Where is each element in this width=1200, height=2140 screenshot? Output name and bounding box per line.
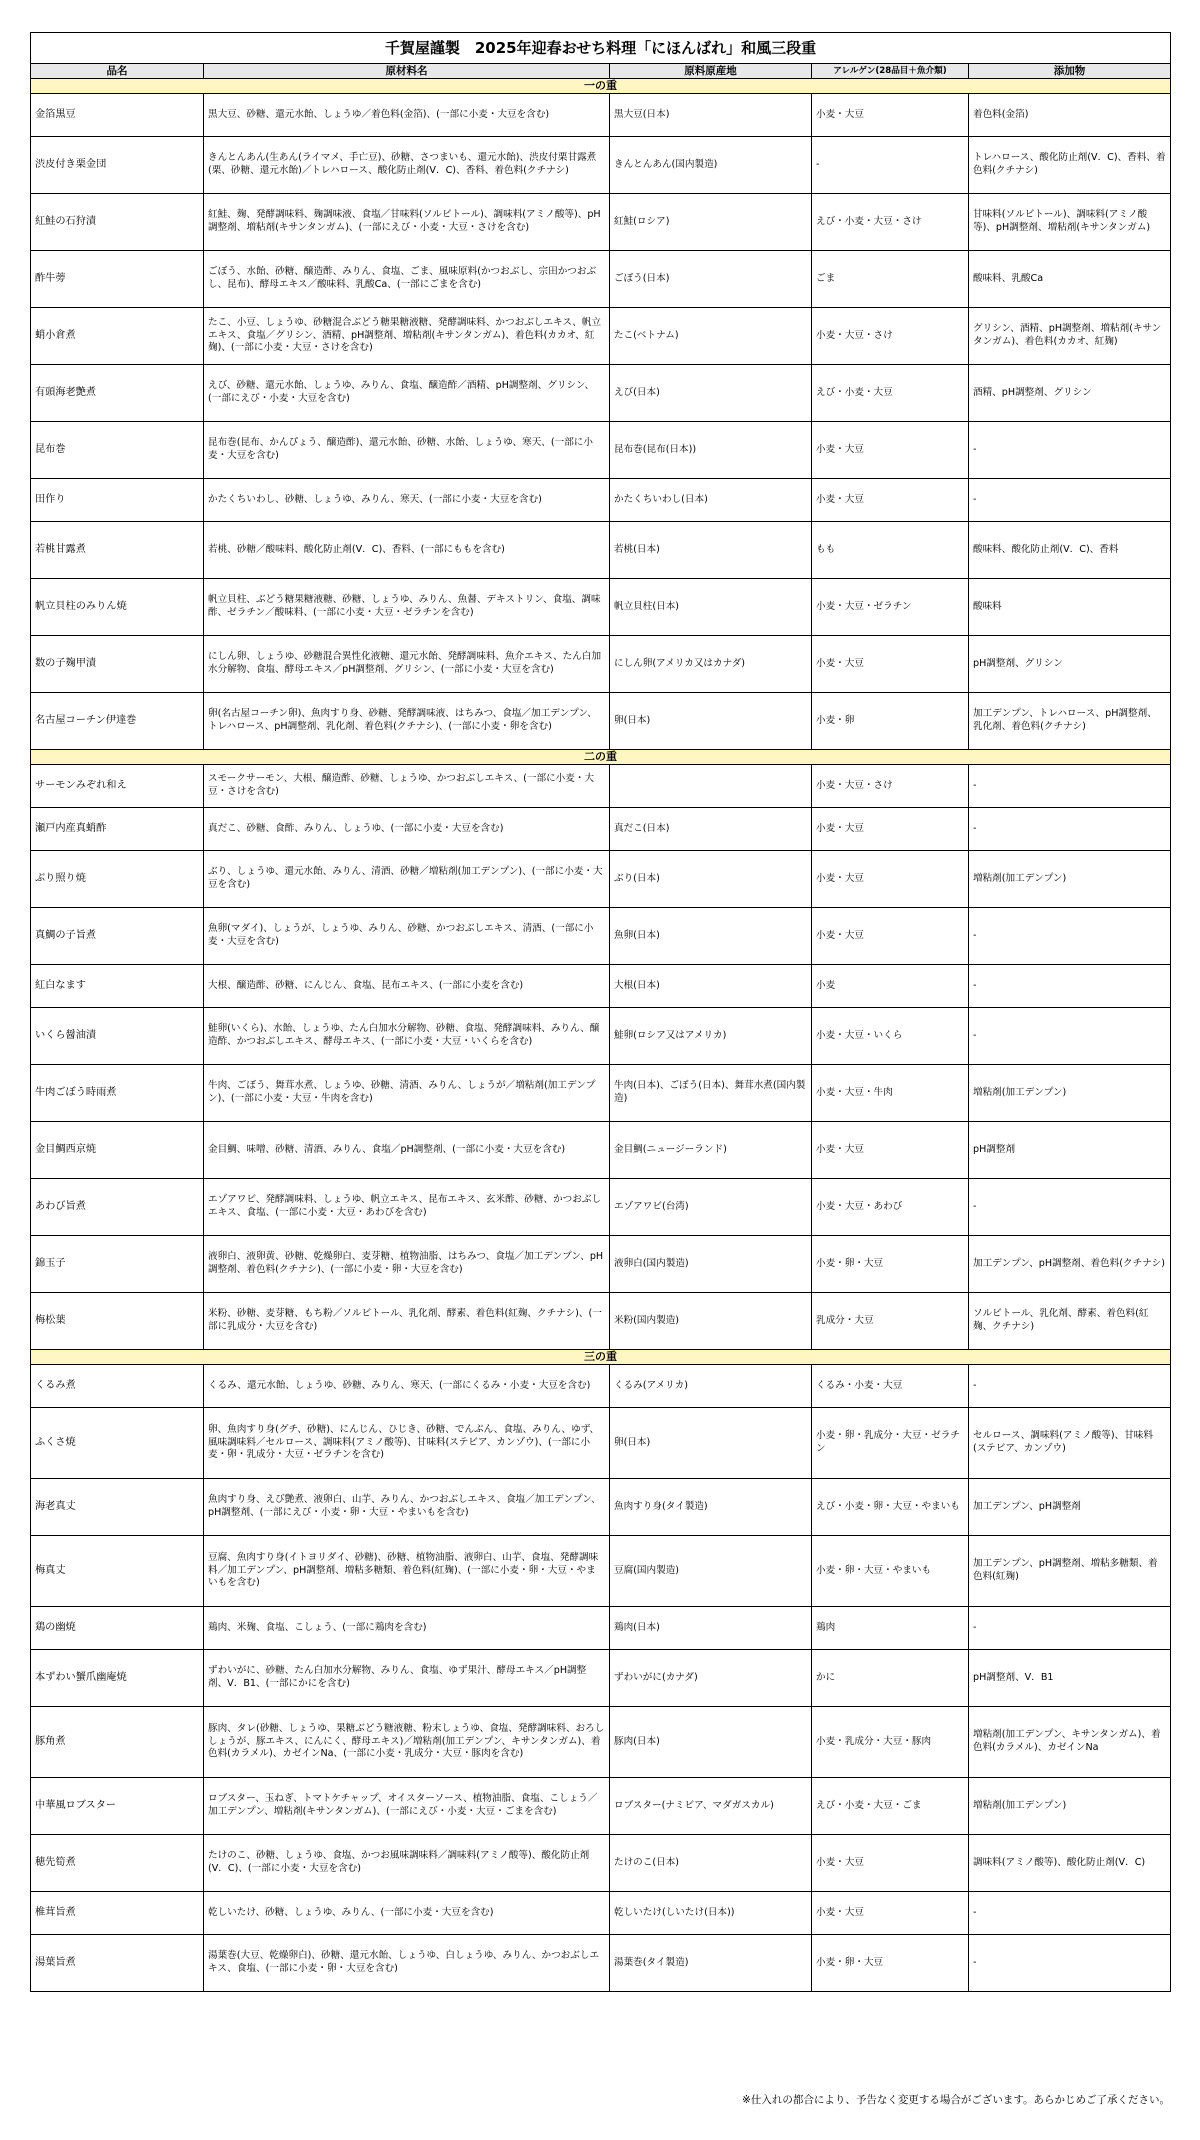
cell-name: いくら醤油漬 [31, 1008, 204, 1065]
cell-allergens: 小麦・大豆 [812, 1892, 969, 1935]
cell-allergens: - [812, 137, 969, 194]
cell-additives: 酸味料 [969, 579, 1171, 636]
cell-name: 酢牛蒡 [31, 251, 204, 308]
cell-origin: エゾアワビ(台湾) [610, 1179, 812, 1236]
cell-allergens: くるみ・小麦・大豆 [812, 1365, 969, 1408]
cell-name: 有頭海老艶煮 [31, 365, 204, 422]
cell-ingredients: 昆布巻(昆布、かんぴょう、醸造酢)、還元水飴、砂糖、水飴、しょうゆ、寒天、(一部に小麦・大豆を含む) [204, 422, 610, 479]
table-row [31, 422, 1171, 479]
cell-name: 若桃甘露煮 [31, 522, 204, 579]
cell-origin: 帆立貝柱(日本) [610, 579, 812, 636]
cell-origin: 紅鮭(ロシア) [610, 194, 812, 251]
cell-origin: 液卵白(国内製造) [610, 1236, 812, 1293]
table-row [31, 693, 1171, 750]
cell-origin: 豚肉(日本) [610, 1707, 812, 1778]
cell-ingredients: 豚肉、タレ(砂糖、しょうゆ、果糖ぶどう糖液糖、粉末しょうゆ、食塩、発酵調味料、おろししょうが、豚エキス、にんにく、酵母エキス)／増粘剤(加工デンプン、キサンタンガム)、着色料(カラメル)、カゼインNa、(一部に小麦・乳成分・大豆・豚肉を含む) [204, 1707, 610, 1778]
cell-name: 湯葉旨煮 [31, 1935, 204, 1992]
cell-name: 紅白なます [31, 965, 204, 1008]
cell-ingredients: スモークサーモン、大根、醸造酢、砂糖、しょうゆ、かつおぶしエキス、(一部に小麦・大豆・さけを含む) [204, 765, 610, 808]
cell-allergens: えび・小麦・卵・大豆・やまいも [812, 1479, 969, 1536]
cell-additives: 加工デンプン、pH調整剤 [969, 1479, 1171, 1536]
cell-name: 金箔黒豆 [31, 94, 204, 137]
cell-additives: - [969, 1607, 1171, 1650]
cell-origin: 牛肉(日本)、ごぼう(日本)、舞茸水煮(国内製造) [610, 1065, 812, 1122]
cell-additives: - [969, 965, 1171, 1008]
cell-name: 豚角煮 [31, 1707, 204, 1778]
cell-additives: - [969, 1365, 1171, 1408]
cell-allergens: 小麦・大豆・あわび [812, 1179, 969, 1236]
section-header-row [31, 79, 1171, 94]
column-header-row [31, 64, 1171, 79]
cell-origin: 昆布巻(昆布(日本)) [610, 422, 812, 479]
cell-origin: 乾しいたけ(しいたけ(日本)) [610, 1892, 812, 1935]
cell-additives: トレハロース、酸化防止剤(V．C)、香料、着色料(クチナシ) [969, 137, 1171, 194]
table-row [31, 1935, 1171, 1992]
section-header-row [31, 1350, 1171, 1365]
cell-additives: - [969, 808, 1171, 851]
table-row [31, 851, 1171, 908]
cell-origin: 魚肉すり身(タイ製造) [610, 1479, 812, 1536]
cell-ingredients: エゾアワビ、発酵調味料、しょうゆ、帆立エキス、昆布エキス、玄米酢、砂糖、かつおぶしエキス、食塩、(一部に小麦・大豆・あわびを含む) [204, 1179, 610, 1236]
cell-allergens: 鶏肉 [812, 1607, 969, 1650]
cell-ingredients: 米粉、砂糖、麦芽糖、もち粉／ソルビトール、乳化剤、酵素、着色料(紅麹、クチナシ)、(一部に乳成分・大豆を含む) [204, 1293, 610, 1350]
cell-allergens: 小麦・卵・大豆・やまいも [812, 1536, 969, 1607]
column-header-allergens: アレルゲン(28品目＋魚介類) [812, 64, 969, 79]
cell-name: 牛肉ごぼう時雨煮 [31, 1065, 204, 1122]
cell-name: 蛸小倉煮 [31, 308, 204, 365]
cell-origin: たけのこ(日本) [610, 1835, 812, 1892]
cell-ingredients: 乾しいたけ、砂糖、しょうゆ、みりん、(一部に小麦・大豆を含む) [204, 1892, 610, 1935]
cell-ingredients: 金目鯛、味噌、砂糖、清酒、みりん、食塩／pH調整剤、(一部に小麦・大豆を含む) [204, 1122, 610, 1179]
cell-origin: 鶏肉(日本) [610, 1607, 812, 1650]
cell-ingredients: ごぼう、水飴、砂糖、醸造酢、みりん、食塩、ごま、風味原料(かつおぶし、宗田かつおぶし、昆布)、酵母エキス／酸味料、乳酸Ca、(一部にごまを含む) [204, 251, 610, 308]
page-title: 千賀屋謹製 2025年迎春おせち料理「にほんばれ」和風三段重 [31, 33, 1171, 64]
table-row [31, 1293, 1171, 1350]
cell-ingredients: えび、砂糖、還元水飴、しょうゆ、みりん、食塩、醸造酢／酒精、pH調整剤、グリシン、(一部にえび・小麦・大豆を含む) [204, 365, 610, 422]
cell-ingredients: くるみ、還元水飴、しょうゆ、砂糖、みりん、寒天、(一部にくるみ・小麦・大豆を含む) [204, 1365, 610, 1408]
cell-origin: 金目鯛(ニュージーランド) [610, 1122, 812, 1179]
cell-allergens: 小麦・乳成分・大豆・豚肉 [812, 1707, 969, 1778]
cell-allergens: 小麦・大豆 [812, 1835, 969, 1892]
cell-name: 数の子麹甲漬 [31, 636, 204, 693]
cell-additives: 調味料(アミノ酸等)、酸化防止剤(V．C) [969, 1835, 1171, 1892]
table-row [31, 522, 1171, 579]
cell-name: ふくさ焼 [31, 1408, 204, 1479]
cell-allergens: ごま [812, 251, 969, 308]
cell-origin: 若桃(日本) [610, 522, 812, 579]
cell-additives: グリシン、酒精、pH調整剤、増粘剤(キサンタンガム)、着色料(カカオ、紅麹) [969, 308, 1171, 365]
cell-additives: - [969, 422, 1171, 479]
table-row [31, 908, 1171, 965]
table-row [31, 1607, 1171, 1650]
table-row [31, 365, 1171, 422]
table-row [31, 1008, 1171, 1065]
table-row [31, 1778, 1171, 1835]
cell-origin: 大根(日本) [610, 965, 812, 1008]
cell-ingredients: 牛肉、ごぼう、舞茸水煮、しょうゆ、砂糖、清酒、みりん、しょうが／増粘剤(加工デンプン)、(一部に小麦・大豆・牛肉を含む) [204, 1065, 610, 1122]
cell-name: 田作り [31, 479, 204, 522]
cell-ingredients: にしん卵、しょうゆ、砂糖混合異性化液糖、還元水飴、発酵調味料、魚介エキス、たん白加水分解物、食塩、酵母エキス／pH調整剤、グリシン、(一部に小麦・大豆を含む) [204, 636, 610, 693]
cell-additives: - [969, 1008, 1171, 1065]
cell-additives: pH調整剤、グリシン [969, 636, 1171, 693]
cell-origin: 卵(日本) [610, 1408, 812, 1479]
cell-name: 鶏の幽焼 [31, 1607, 204, 1650]
cell-origin: 湯葉巻(タイ製造) [610, 1935, 812, 1992]
cell-additives: pH調整剤、V．B1 [969, 1650, 1171, 1707]
cell-origin: きんとんあん(国内製造) [610, 137, 812, 194]
cell-ingredients: 大根、醸造酢、砂糖、にんじん、食塩、昆布エキス、(一部に小麦を含む) [204, 965, 610, 1008]
table-row [31, 194, 1171, 251]
cell-ingredients: 卵、魚肉すり身(グチ、砂糖)、にんじん、ひじき、砂糖、でんぷん、食塩、みりん、ゆず、風味調味料／セルロース、調味料(アミノ酸等)、甘味料(ステビア、カンゾウ)、(一部に小麦・卵・乳成分・大豆・ゼラチンを含む) [204, 1408, 610, 1479]
cell-allergens: 小麦・大豆 [812, 636, 969, 693]
cell-allergens: かに [812, 1650, 969, 1707]
table-row [31, 765, 1171, 808]
cell-name: 梅真丈 [31, 1536, 204, 1607]
cell-additives: セルロース、調味料(アミノ酸等)、甘味料(ステビア、カンゾウ) [969, 1408, 1171, 1479]
cell-ingredients: ぶり、しょうゆ、還元水飴、みりん、清酒、砂糖／増粘剤(加工デンプン)、(一部に小麦・大豆を含む) [204, 851, 610, 908]
cell-origin: 米粉(国内製造) [610, 1293, 812, 1350]
cell-additives: - [969, 1179, 1171, 1236]
cell-name: サーモンみぞれ和え [31, 765, 204, 808]
cell-additives: 加工デンプン、pH調整剤、増粘多糖類、着色料(紅麹) [969, 1536, 1171, 1607]
table-row [31, 1122, 1171, 1179]
cell-additives: pH調整剤 [969, 1122, 1171, 1179]
cell-name: 帆立貝柱のみりん焼 [31, 579, 204, 636]
table-row [31, 1065, 1171, 1122]
table-row [31, 965, 1171, 1008]
ingredient-sheet [30, 32, 1170, 1992]
cell-allergens: 小麦 [812, 965, 969, 1008]
cell-origin: くるみ(アメリカ) [610, 1365, 812, 1408]
table-row [31, 579, 1171, 636]
cell-additives: - [969, 479, 1171, 522]
cell-allergens: 乳成分・大豆 [812, 1293, 969, 1350]
cell-allergens: 小麦・大豆・いくら [812, 1008, 969, 1065]
cell-ingredients: 帆立貝柱、ぶどう糖果糖液糖、砂糖、しょうゆ、みりん、魚醤、デキストリン、食塩、調味酢、ゼラチン／酸味料、(一部に小麦・大豆・ゼラチンを含む) [204, 579, 610, 636]
cell-origin: ぶり(日本) [610, 851, 812, 908]
cell-additives: 酒精、pH調整剤、グリシン [969, 365, 1171, 422]
cell-name: くるみ煮 [31, 1365, 204, 1408]
cell-allergens: えび・小麦・大豆・ごま [812, 1778, 969, 1835]
cell-allergens: 小麦・大豆 [812, 851, 969, 908]
table-row [31, 1179, 1171, 1236]
cell-allergens: 小麦・大豆 [812, 422, 969, 479]
cell-additives: 増粘剤(加工デンプン) [969, 1778, 1171, 1835]
cell-ingredients: たこ、小豆、しょうゆ、砂糖混合ぶどう糖果糖液糖、発酵調味料、かつおぶしエキス、帆立エキス、食塩／グリシン、酒精、pH調整剤、増粘剤(キサンタンガム)、着色料(カカオ、紅麹)、(一部に小麦・大豆・さけを含む) [204, 308, 610, 365]
cell-ingredients: 紅鮭、麹、発酵調味料、麹調味液、食塩／甘味料(ソルビトール)、調味料(アミノ酸等)、pH調整剤、増粘剤(キサンタンガム)、(一部にえび・小麦・大豆・さけを含む) [204, 194, 610, 251]
cell-allergens: 小麦・卵・大豆 [812, 1236, 969, 1293]
column-header-additives: 添加物 [969, 64, 1171, 79]
cell-name: 穂先筍煮 [31, 1835, 204, 1892]
cell-name: 昆布巻 [31, 422, 204, 479]
cell-ingredients: 魚卵(マダイ)、しょうが、しょうゆ、みりん、砂糖、かつおぶしエキス、清酒、(一部に小麦・大豆を含む) [204, 908, 610, 965]
cell-origin: にしん卵(アメリカ又はカナダ) [610, 636, 812, 693]
cell-allergens: 小麦・大豆 [812, 908, 969, 965]
cell-ingredients: 若桃、砂糖／酸味料、酸化防止剤(V．C)、香料、(一部にももを含む) [204, 522, 610, 579]
cell-name: 渋皮付き栗金団 [31, 137, 204, 194]
table-row [31, 251, 1171, 308]
table-row [31, 94, 1171, 137]
table-row [31, 479, 1171, 522]
cell-name: あわび旨煮 [31, 1179, 204, 1236]
cell-additives: 甘味料(ソルビトール)、調味料(アミノ酸等)、pH調整剤、増粘剤(キサンタンガム) [969, 194, 1171, 251]
cell-ingredients: 鶏肉、米麹、食塩、こしょう、(一部に鶏肉を含む) [204, 1607, 610, 1650]
cell-name: 錦玉子 [31, 1236, 204, 1293]
footnote: ※仕入れの都合により、予告なく変更する場合がございます。あらかじめご了承ください。 [742, 2094, 1170, 2106]
table-row [31, 636, 1171, 693]
cell-origin [610, 765, 812, 808]
cell-allergens: 小麦・大豆 [812, 1122, 969, 1179]
cell-ingredients: 鮭卵(いくら)、水飴、しょうゆ、たん白加水分解物、砂糖、食塩、発酵調味料、みりん、醸造酢、かつおぶしエキス、酵母エキス、(一部に小麦・大豆・いくらを含む) [204, 1008, 610, 1065]
column-header-ingredients: 原材料名 [204, 64, 610, 79]
cell-origin: 真だこ(日本) [610, 808, 812, 851]
section-header-row [31, 750, 1171, 765]
table-row [31, 1707, 1171, 1778]
cell-additives: - [969, 908, 1171, 965]
cell-ingredients: 湯葉巻(大豆、乾燥卵白)、砂糖、還元水飴、しょうゆ、白しょうゆ、みりん、かつおぶしエキス、食塩、(一部に小麦・卵・大豆を含む) [204, 1935, 610, 1992]
cell-additives: 増粘剤(加工デンプン) [969, 851, 1171, 908]
cell-origin: 黒大豆(日本) [610, 94, 812, 137]
cell-allergens: 小麦・大豆・さけ [812, 765, 969, 808]
cell-allergens: 小麦・大豆・ゼラチン [812, 579, 969, 636]
cell-origin: たこ(ベトナム) [610, 308, 812, 365]
cell-name: 名古屋コーチン伊達巻 [31, 693, 204, 750]
cell-allergens: 小麦・卵・乳成分・大豆・ゼラチン [812, 1408, 969, 1479]
table-row [31, 308, 1171, 365]
table-row [31, 1650, 1171, 1707]
cell-allergens: 小麦・大豆 [812, 808, 969, 851]
cell-ingredients: 卵(名古屋コーチン卵)、魚肉すり身、砂糖、発酵調味液、はちみつ、食塩／加工デンプン、トレハロース、pH調整剤、乳化剤、着色料(クチナシ)、(一部に小麦・卵を含む) [204, 693, 610, 750]
cell-additives: 酸味料、乳酸Ca [969, 251, 1171, 308]
cell-name: ぶり照り焼 [31, 851, 204, 908]
cell-name: 海老真丈 [31, 1479, 204, 1536]
cell-allergens: 小麦・大豆 [812, 94, 969, 137]
cell-origin: ごぼう(日本) [610, 251, 812, 308]
cell-additives: - [969, 1892, 1171, 1935]
table-row [31, 1365, 1171, 1408]
ingredient-table [30, 32, 1171, 1992]
cell-origin: ずわいがに(カナダ) [610, 1650, 812, 1707]
cell-additives: - [969, 1935, 1171, 1992]
cell-ingredients: ずわいがに、砂糖、たん白加水分解物、みりん、食塩、ゆず果汁、酵母エキス／pH調整剤、V．B1、(一部にかにを含む) [204, 1650, 610, 1707]
cell-name: 中華風ロブスター [31, 1778, 204, 1835]
table-row [31, 1536, 1171, 1607]
cell-ingredients: ロブスター、玉ねぎ、トマトケチャップ、オイスターソース、植物油脂、食塩、こしょう／加工デンプン、増粘剤(キサンタンガム)、(一部にえび・小麦・大豆・ごまを含む) [204, 1778, 610, 1835]
cell-additives: 増粘剤(加工デンプン) [969, 1065, 1171, 1122]
cell-allergens: えび・小麦・大豆・さけ [812, 194, 969, 251]
cell-origin: かたくちいわし(日本) [610, 479, 812, 522]
cell-additives: 着色料(金箔) [969, 94, 1171, 137]
table-row [31, 1835, 1171, 1892]
cell-allergens: もも [812, 522, 969, 579]
cell-additives: 加工デンプン、pH調整剤、着色料(クチナシ) [969, 1236, 1171, 1293]
cell-name: 瀬戸内産真蛸酢 [31, 808, 204, 851]
cell-allergens: 小麦・卵・大豆 [812, 1935, 969, 1992]
cell-additives: 増粘剤(加工デンプン、キサンタンガム)、着色料(カラメル)、カゼインNa [969, 1707, 1171, 1778]
cell-additives: 酸味料、酸化防止剤(V．C)、香料 [969, 522, 1171, 579]
table-body [31, 79, 1171, 1992]
column-header-origin: 原料原産地 [610, 64, 812, 79]
cell-additives: - [969, 765, 1171, 808]
cell-allergens: 小麦・大豆 [812, 479, 969, 522]
table-row [31, 808, 1171, 851]
cell-ingredients: たけのこ、砂糖、しょうゆ、食塩、かつお風味調味料／調味料(アミノ酸等)、酸化防止剤(V．C)、(一部に小麦・大豆を含む) [204, 1835, 610, 1892]
cell-allergens: 小麦・大豆・牛肉 [812, 1065, 969, 1122]
cell-ingredients: 黒大豆、砂糖、還元水飴、しょうゆ／着色料(金箔)、(一部に小麦・大豆を含む) [204, 94, 610, 137]
cell-origin: 豆腐(国内製造) [610, 1536, 812, 1607]
cell-ingredients: 豆腐、魚肉すり身(イトヨリダイ、砂糖)、砂糖、植物油脂、液卵白、山芋、食塩、発酵調味料／加工デンプン、pH調整剤、増粘多糖類、着色料(紅麹)、(一部に小麦・卵・大豆・やまいもを含む) [204, 1536, 610, 1607]
section-label: 二の重 [31, 750, 1171, 765]
cell-origin: えび(日本) [610, 365, 812, 422]
table-row [31, 137, 1171, 194]
cell-allergens: えび・小麦・大豆 [812, 365, 969, 422]
cell-name: 椎茸旨煮 [31, 1892, 204, 1935]
cell-name: 本ずわい蟹爪幽庵焼 [31, 1650, 204, 1707]
cell-additives: 加工デンプン、トレハロース、pH調整剤、乳化剤、着色料(クチナシ) [969, 693, 1171, 750]
section-label: 一の重 [31, 79, 1171, 94]
cell-ingredients: かたくちいわし、砂糖、しょうゆ、みりん、寒天、(一部に小麦・大豆を含む) [204, 479, 610, 522]
cell-name: 真鯛の子旨煮 [31, 908, 204, 965]
cell-ingredients: 魚肉すり身、えび艶煮、液卵白、山芋、みりん、かつおぶしエキス、食塩／加工デンプン、pH調整剤、(一部にえび・小麦・卵・大豆・やまいもを含む) [204, 1479, 610, 1536]
cell-ingredients: きんとんあん(生あん(ライマメ、手亡豆)、砂糖、さつまいも、還元水飴)、渋皮付栗甘露煮(栗、砂糖、還元水飴)／トレハロース、酸化防止剤(V．C)、香料、着色料(クチナシ) [204, 137, 610, 194]
column-header-name: 品名 [31, 64, 204, 79]
cell-name: 梅松葉 [31, 1293, 204, 1350]
table-row [31, 1479, 1171, 1536]
cell-origin: 卵(日本) [610, 693, 812, 750]
cell-origin: ロブスター(ナミビア、マダガスカル) [610, 1778, 812, 1835]
cell-name: 金目鯛西京焼 [31, 1122, 204, 1179]
cell-name: 紅鮭の石狩漬 [31, 194, 204, 251]
cell-allergens: 小麦・大豆・さけ [812, 308, 969, 365]
cell-ingredients: 真だこ、砂糖、食酢、みりん、しょうゆ、(一部に小麦・大豆を含む) [204, 808, 610, 851]
table-row [31, 1892, 1171, 1935]
cell-allergens: 小麦・卵 [812, 693, 969, 750]
section-label: 三の重 [31, 1350, 1171, 1365]
cell-origin: 鮭卵(ロシア又はアメリカ) [610, 1008, 812, 1065]
cell-origin: 魚卵(日本) [610, 908, 812, 965]
table-row [31, 1408, 1171, 1479]
cell-ingredients: 液卵白、液卵黄、砂糖、乾燥卵白、麦芽糖、植物油脂、はちみつ、食塩／加工デンプン、pH調整剤、着色料(クチナシ)、(一部に小麦・卵・大豆を含む) [204, 1236, 610, 1293]
cell-additives: ソルビトール、乳化剤、酵素、着色料(紅麹、クチナシ) [969, 1293, 1171, 1350]
table-row [31, 1236, 1171, 1293]
